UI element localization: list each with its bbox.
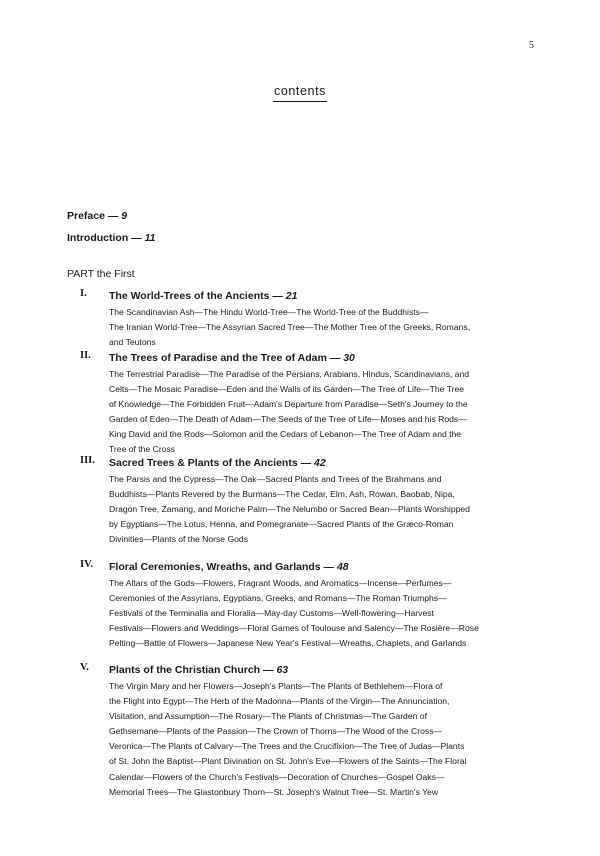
description-line: Garden of Eden—The Death of Adam—The Seeds of the Tree of Life—Moses and his Rods— <box>109 414 467 425</box>
chapter-title-link[interactable] <box>109 559 537 576</box>
description-line: Buddhists—Plants Revered by the Burmans—The Cedar, Elm, Ash, Rowan, Baobab, Nipa, <box>109 489 455 500</box>
chapter-numeral: IV. <box>80 559 93 570</box>
entry-page: 9 <box>121 210 128 222</box>
page-title-text: contents <box>273 84 327 102</box>
description-line: Celts—The Mosaic Paradise—Eden and the Walls of its Garden—The Tree of Life—The Tree <box>109 384 465 395</box>
description-line: The Scandinavian Ash—The Hindu World-Tree—The World-Tree of the Buddhists— <box>109 307 429 317</box>
chapter-description <box>109 576 537 651</box>
description-line: Calendar—Flowers of the Church's Festivals—Decoration of Churches—Gospel Oaks— <box>109 771 445 782</box>
chapter-entry <box>67 559 537 651</box>
page-title <box>0 82 600 102</box>
description-line: of St. John the Baptist—Plant Divination on St. John's Eve—Flowers of the Saints—The Floral <box>109 756 467 767</box>
description-line: King David and the Rods—Solomon and the Cedars of Lebanon—The Tree of Adam and the <box>109 429 462 440</box>
description-line: of Knowledge—The Forbidden Fruit—Adam's Departure from Paradise—Seth's Journey to the <box>109 399 468 410</box>
description-line: The Parsis and the Cypress—The Oak—Sacred Plants and Trees of the Brahmans and <box>109 474 442 484</box>
chapter-title-link[interactable] <box>109 662 537 679</box>
entry-page: 11 <box>144 232 156 244</box>
chapter-title: Plants of the Christian Church — <box>109 664 274 676</box>
description-line: The Iranian World-Tree—The Assyrian Sacred Tree—The Mother Tree of the Greeks, Romans, <box>109 322 471 333</box>
description-line: Ceremonies of the Assyrians, Egyptians, Greeks, and Romans—The Roman Triumphs— <box>109 593 447 604</box>
chapter-page: 30 <box>343 352 355 364</box>
description-line: Festivals—Flowers and Weddings—Floral Games of Toulouse and Salency—The Rosière—Rose <box>109 623 479 634</box>
description-line: The Terrestrial Paradise—The Paradise of the Persians, Arabians, Hindus, Scandinavians, and <box>109 369 470 379</box>
entry-label: Introduction — <box>67 232 142 244</box>
front-matter-item-introduction[interactable] <box>67 227 155 249</box>
description-line: The Virgin Mary and her Flowers—Joseph's Plants—The Plants of Bethlehem—Flora of <box>109 681 443 691</box>
chapter-description <box>109 679 537 800</box>
chapter-numeral: II. <box>80 350 91 361</box>
chapter-title-link[interactable] <box>109 455 537 472</box>
description-line: the Flight into Egypt—The Herb of the Madonna—Plants of the Virgin—The Annunciation, <box>109 696 450 707</box>
page-number: 5 <box>529 40 534 51</box>
front-matter <box>67 205 155 249</box>
description-line: Gethsemane—Plants of the Passion—The Crown of Thorns—The Wood of the Cross— <box>109 726 443 737</box>
chapter-entry <box>67 350 537 458</box>
description-line: The Altars of the Gods—Flowers, Fragrant Woods, and Aromatics—Incense—Perfumes— <box>109 578 452 588</box>
chapter-title: Sacred Trees & Plants of the Ancients — <box>109 457 312 469</box>
chapter-numeral: III. <box>80 455 95 466</box>
chapter-description <box>109 367 537 458</box>
description-line: Memorial Trees—The Glastonbury Thorn—St. Joseph's Walnut Tree—St. Martin's Yew <box>109 786 439 797</box>
description-line: Visitation, and Assumption—The Rosary—The Plants of Christmas—The Garden of <box>109 711 427 722</box>
description-line: Pelting—Battle of Flowers—Japanese New Year's Festival—Wreaths, Chaplets, and Garlands <box>109 638 467 649</box>
chapter-page: 63 <box>276 664 289 676</box>
chapter-description <box>109 472 537 547</box>
description-line: Veronica—The Plants of Calvary—The Trees and the Crucifixion—The Tree of Judas—Plants <box>109 741 465 752</box>
chapter-description <box>109 305 537 350</box>
entry-label: Preface — <box>67 210 119 222</box>
chapter-title: The World-Trees of the Ancients — <box>109 290 283 302</box>
chapter-title: Floral Ceremonies, Wreaths, and Garlands — <box>109 561 335 573</box>
description-line: Tree of the Cross <box>109 444 176 455</box>
chapter-numeral: V. <box>80 662 89 673</box>
part-heading: PART the First <box>67 268 135 280</box>
chapter-page: 48 <box>336 561 349 573</box>
chapter-title: The Trees of Paradise and the Tree of Adam — <box>109 352 341 364</box>
description-line: Festivals of the Terminalia and Floralia—May-day Customs—Well-flowering—Harvest <box>109 608 434 619</box>
description-line: Divinities—Plants of the Norse Gods <box>109 534 248 545</box>
front-matter-item-preface[interactable] <box>67 205 155 227</box>
chapter-title-link[interactable] <box>109 288 537 305</box>
chapter-entry <box>67 455 537 547</box>
chapter-entry <box>67 288 537 350</box>
chapter-entry <box>67 662 537 800</box>
description-line: by Egyptians—The Lotus, Henna, and Pomegranate—Sacred Plants of the Græco-Roman <box>109 519 454 530</box>
chapter-title-link[interactable] <box>109 350 537 367</box>
chapter-numeral: I. <box>80 288 87 299</box>
description-line: and Teutons <box>109 337 156 348</box>
chapter-page: 21 <box>285 290 298 302</box>
description-line: Dragon Tree, Zamang, and Moriche Palm—The Nelumbo or Sacred Bean—Plants Worshipped <box>109 504 470 515</box>
chapter-page: 42 <box>314 457 326 469</box>
